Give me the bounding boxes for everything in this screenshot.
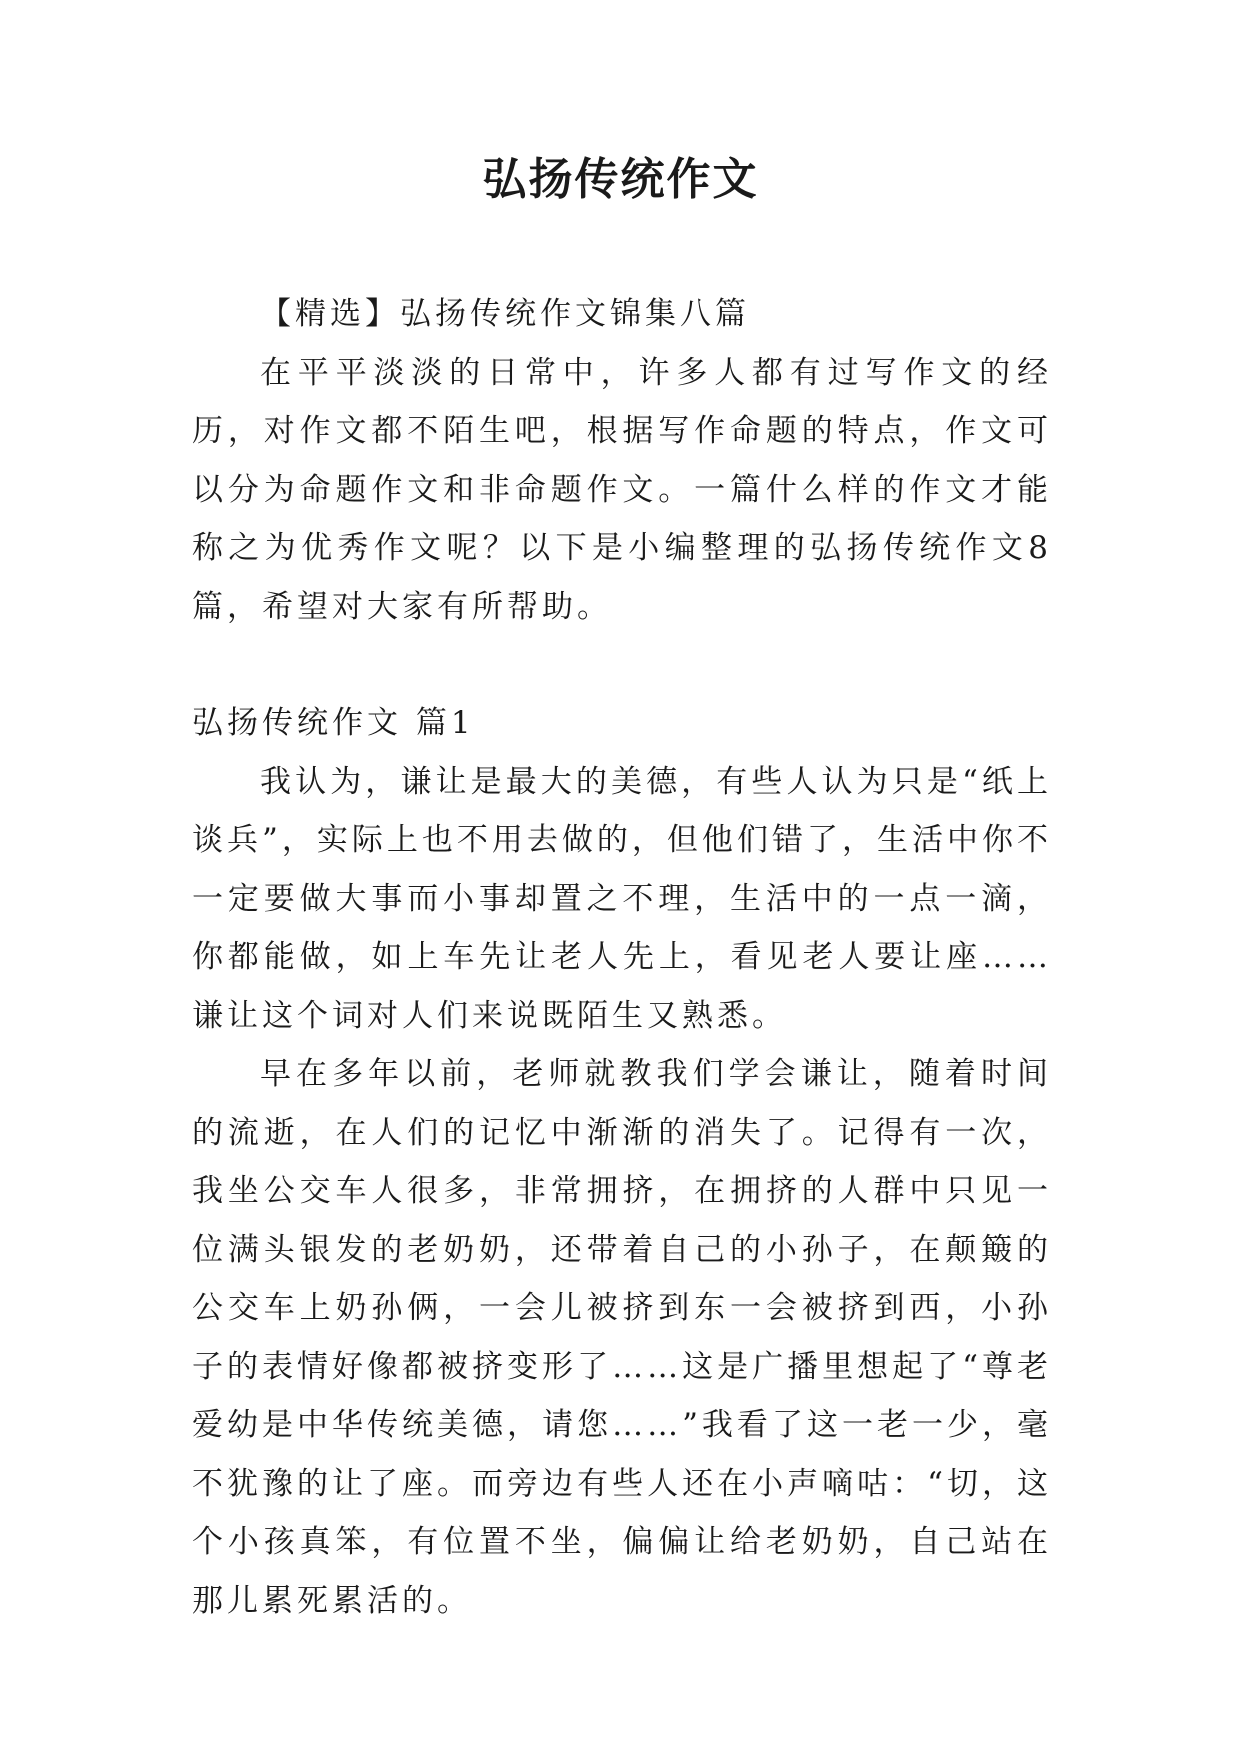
body-paragraph: 早在多年以前，老师就教我们学会谦让，随着时间的流逝，在人们的记忆中渐渐的消失了。记得有一次，我坐公交车人很多，非常拥挤，在拥挤的人群中只见一位满头银发的老奶奶，还带着自己的小孙子，在颠簸的公交车上奶孙俩，一会儿被挤到东一会被挤到西，小孙子的表情好像都被挤变形了……这是广播里想起了“尊老爱幼是中华传统美德，请您……”我看了这一老一少，毫不犹豫的让了座。而旁边有些人还在小声嘀咕：“切，这个小孩真笨，有位置不坐，偏偏让给老奶奶，自己站在那儿累死累活的。 [192, 1056, 1052, 1619]
body-paragraph: 我认为，谦让是最大的美德，有些人认为只是“纸上谈兵”，实际上也不用去做的，但他们错了，生活中你不一定要做大事而小事却置之不理，生活中的一点一滴，你都能做，如上车先让老人先上，看见老人要让座……谦让这个词对人们来说既陌生又熟悉。 [192, 763, 1052, 1034]
intro-paragraph: 在平平淡淡的日常中，许多人都有过写作文的经历，对作文都不陌生吧，根据写作命题的特点，作文可以分为命题作文和非命题作文。一篇什么样的作文才能称之为优秀作文呢？以下是小编整理的弘扬传统作文8篇，希望对大家有所帮助。 [192, 354, 1052, 625]
subtitle-line: 【精选】弘扬传统作文锦集八篇 [260, 296, 750, 332]
section-heading: 弘扬传统作文 篇1 [192, 705, 475, 741]
document-title: 弘扬传统作文 [482, 154, 759, 205]
section-spacer [192, 636, 1052, 694]
document-body [192, 285, 1052, 1630]
